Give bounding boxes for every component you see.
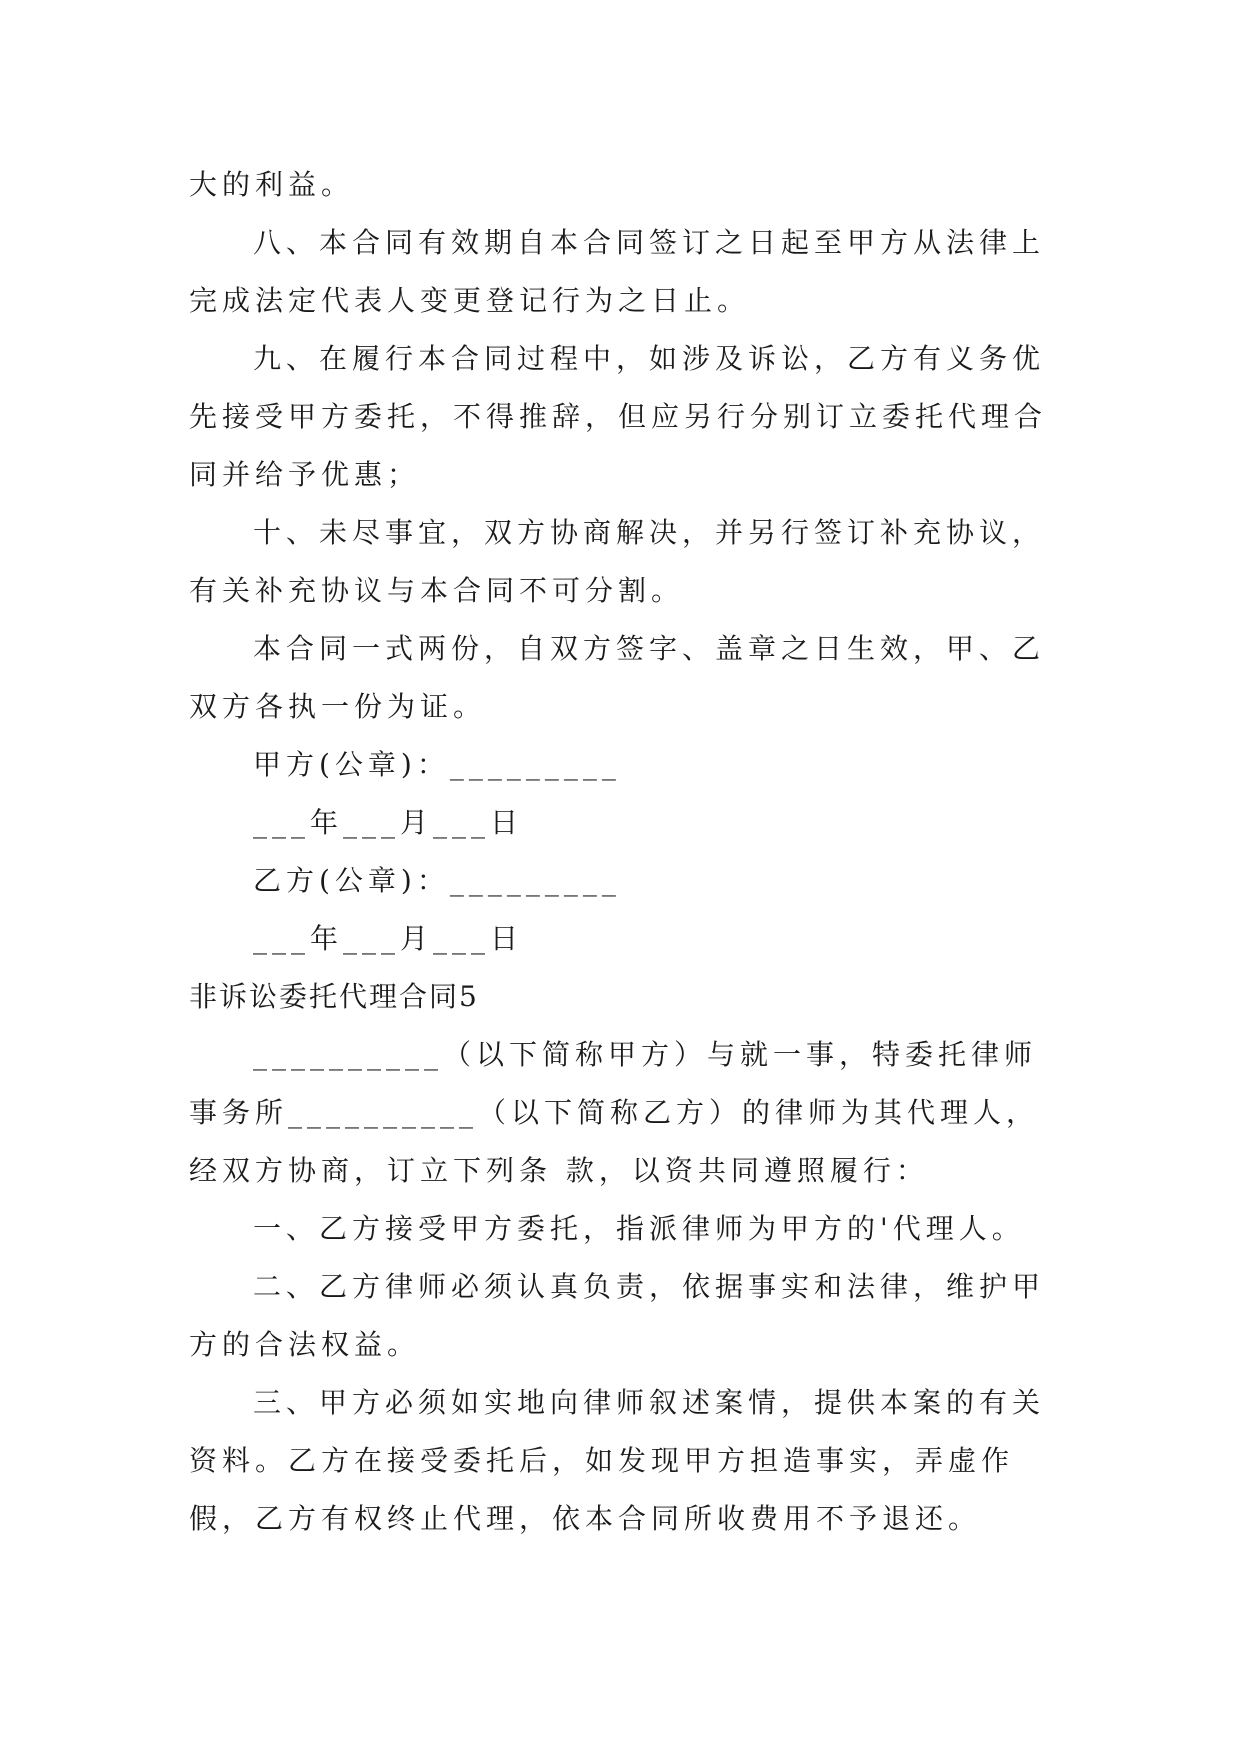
clause-10: 十、未尽事宜，双方协商解决，并另行签订补充协议，有关补充协议与本合同不可分割。 <box>189 516 1046 607</box>
party-b-seal-line: 乙方(公章)：_________ <box>253 864 621 897</box>
party-a-date-line: ___年___月___日 <box>253 806 524 839</box>
contract-clause-3: 三、甲方必须如实地向律师叙述案情，提供本案的有关资料。乙方在接受委托后，如发现甲方担造事实，弄虚作假，乙方有权终止代理，依本合同所收费用不予退还。 <box>189 1386 1046 1535</box>
contract-clause-2: 二、乙方律师必须认真负责，依据事实和法律，维护甲方的合法权益。 <box>189 1270 1046 1361</box>
party-b-date-line: ___年___月___日 <box>253 922 524 955</box>
effectiveness-clause: 本合同一式两份，自双方签字、盖章之日生效，甲、乙双方各执一份为证。 <box>189 632 1046 723</box>
paragraph-continuation: 大的利益。 <box>189 168 355 201</box>
contract-clause-1: 一、乙方接受甲方委托，指派律师为甲方的'代理人。 <box>253 1212 1025 1245</box>
section-title: 非诉讼委托代理合同5 <box>189 980 479 1013</box>
clause-8: 八、本合同有效期自本合同签订之日起至甲方从法律上完成法定代表人变更登记行为之日止。 <box>189 226 1046 317</box>
clause-9: 九、在履行本合同过程中，如涉及诉讼，乙方有义务优先接受甲方委托，不得推辞，但应另行分别订立委托代理合同并给予优惠； <box>189 342 1048 491</box>
contract-intro: __________（以下简称甲方）与就一事，特委托律师事务所__________（以下简称乙方）的律师为其代理人，经双方协商，订立下列条 款，以资共同遵照履行： <box>189 1038 1040 1187</box>
party-a-seal-line: 甲方(公章)：_________ <box>253 748 621 781</box>
document-body <box>189 156 1049 1548</box>
